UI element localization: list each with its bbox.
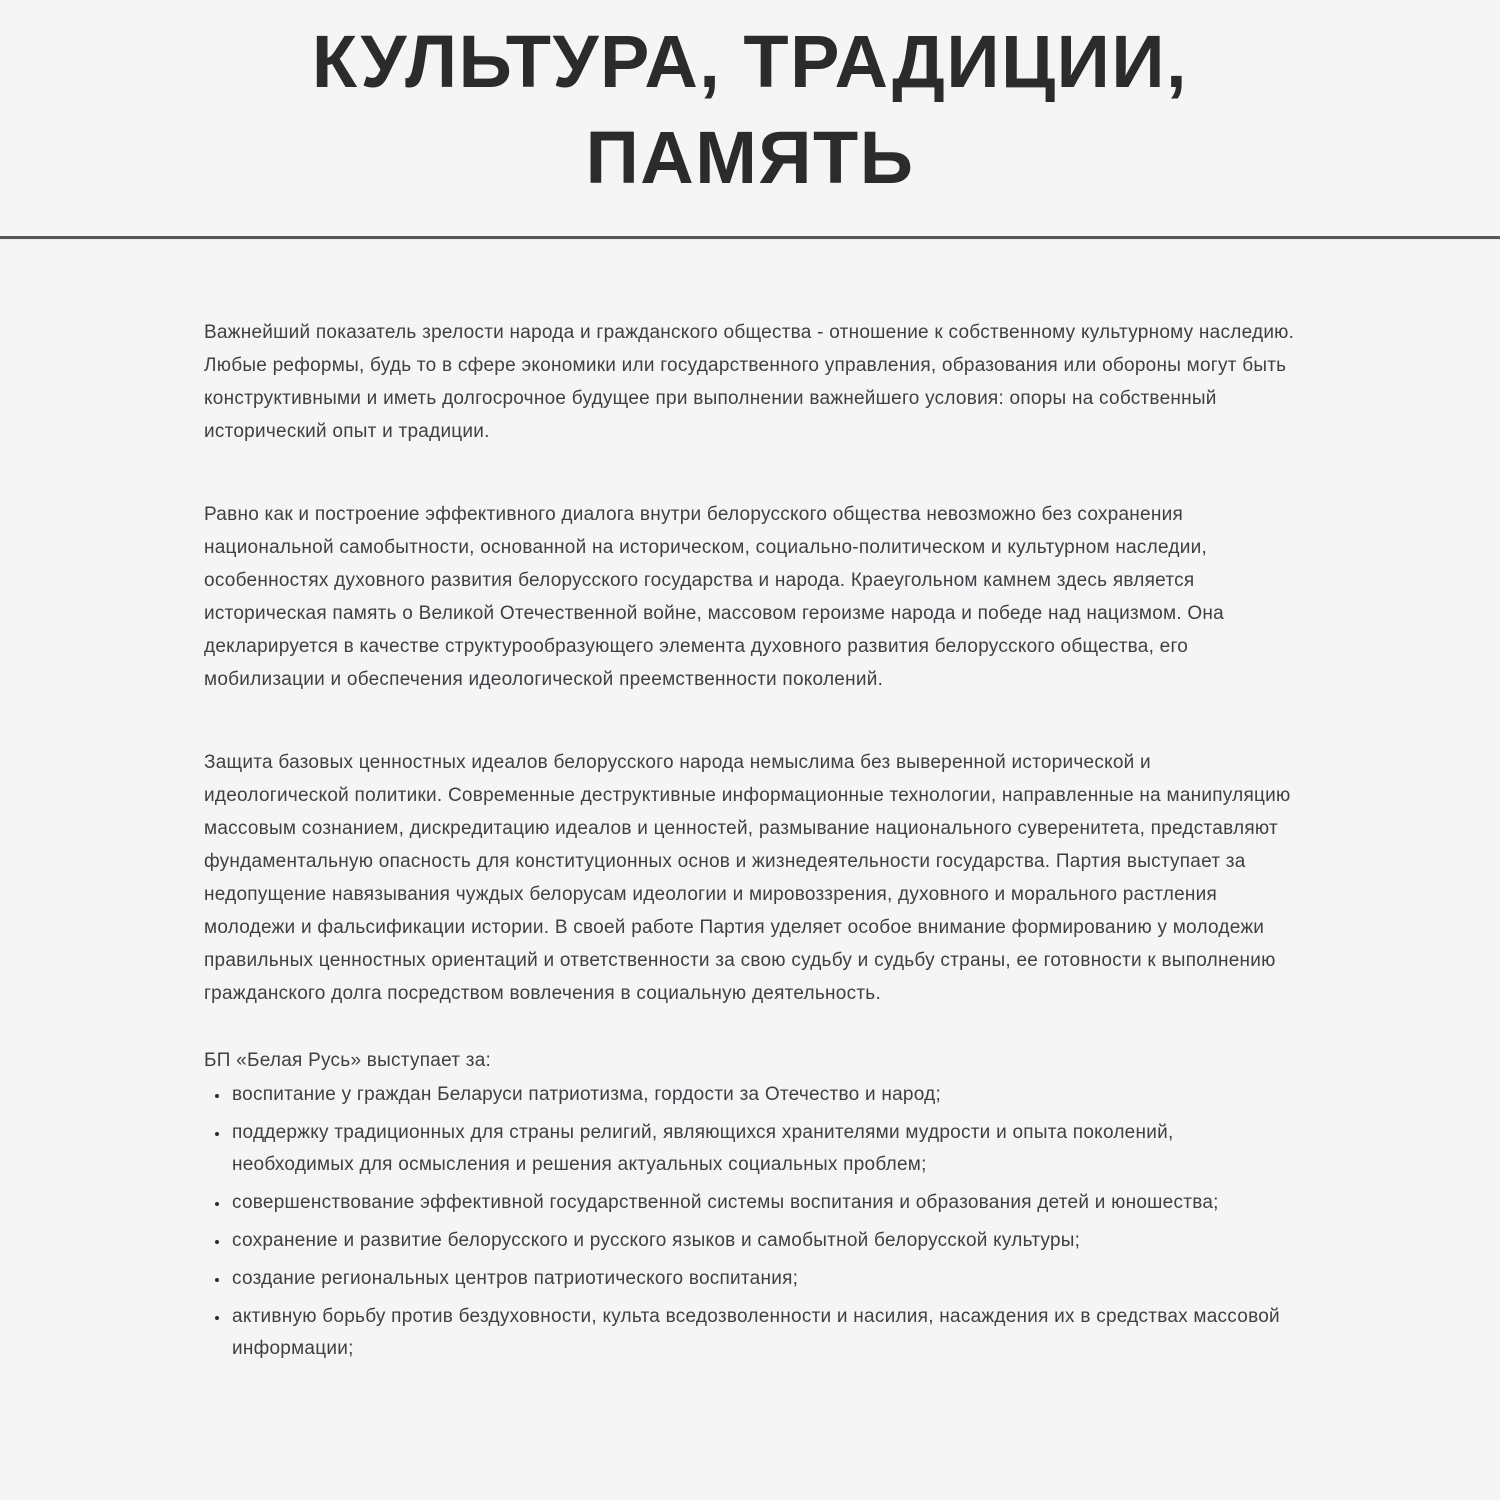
list-intro: БП «Белая Русь» выступает за: — [204, 1050, 492, 1071]
page-title: КУЛЬТУРА, ТРАДИЦИИ, ПАМЯТЬ — [311, 20, 1189, 199]
list-item-regional-centers: • создание региональных центров патриотического воспитания; — [230, 1263, 1296, 1295]
article-body — [204, 240, 1296, 1365]
party-positions-list — [204, 1079, 1296, 1365]
paragraph-cultural-heritage: Важнейший показатель зрелости народа и гражданского общества - отношение к собственному культурному наследию. Любые реформы, будь то в сфере экономики или государственного управления, образования или обороны могут быть конструктивными и иметь долгосрочное будущее при выполнении важнейшего условия: опоры на собственный исторический опыт и традиции. — [204, 322, 1295, 442]
paragraph-values-protection: Защита базовых ценностных идеалов белорусского народа немыслима без выверенной исторической и идеологической политики. Современные деструктивные информационные технологии, направленные на манипуляцию массовым сознанием, дискредитацию идеалов и ценностей, размывание национального суверенитета, представляют фундаментальную опасность для конституционных основ и жизнедеятельности государства. Партия выступает за недопущение навязывания чуждых белорусам идеологии и мировоззрения, духовного и морального растления молодежи и фальсификации истории. В своей работе Партия уделяет особое внимание формированию у молодежи правильных ценностных ориентаций и ответственности за свою судьбу и судьбу страны, ее готовности к выполнению гражданского долга посредством вовлечения в социальную деятельность. — [204, 752, 1291, 1004]
list-item-patriotism: • воспитание у граждан Беларуси патриотизма, гордости за Отечество и народ; — [230, 1079, 1296, 1111]
list-item-religions: • поддержку традиционных для страны религий, являющихся хранителями мудрости и опыта поколений, необходимых для осмысления и решения актуальных социальных проблем; — [230, 1117, 1296, 1181]
list-item-media-fight: • активную борьбу против бездуховности, культа вседозволенности и насилия, насаждения их в средствах массовой информации; — [230, 1301, 1296, 1365]
list-item-education-system: • совершенствование эффективной государственной системы воспитания и образования детей и юношества; — [230, 1187, 1296, 1219]
paragraph-national-identity: Равно как и построение эффективного диалога внутри белорусского общества невозможно без сохранения национальной самобытности, основанной на историческом, социально-политическом и культурном наследии, особенностях духовного развития белорусского государства и народа. Краеугольном камнем здесь является историческая память о Великой Отечественной войне, массовом героизме народа и победе над нацизмом. Она декларируется в качестве структурообразующего элемента духовного развития белорусского общества, его мобилизации и обеспечения идеологической преемственности поколений. — [204, 504, 1224, 690]
page-header — [0, 0, 1500, 206]
list-item-languages-culture: • сохранение и развитие белорусского и русского языков и самобытной белорусской культуры; — [230, 1225, 1296, 1257]
